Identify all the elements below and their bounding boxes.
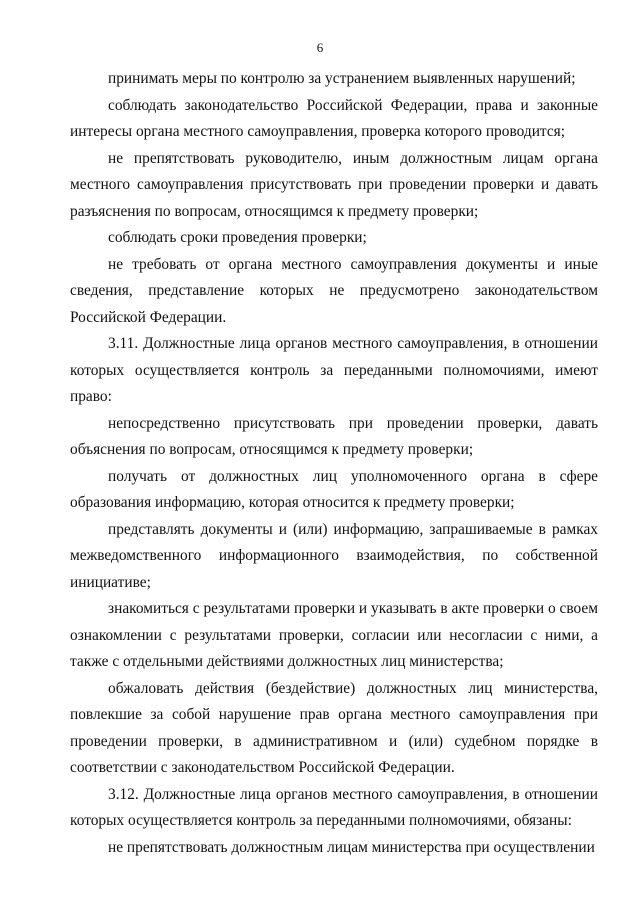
paragraph-attend: непосредственно присутствовать при проведении проверки, давать объяснения по вопросам, относящимся к предмету проверки; <box>70 414 598 458</box>
paragraph-appeal: обжаловать действия (бездействие) должностных лиц министерства, повлекшие за собой нарушение прав органа местного самоуправления при проведении проверки, в административном и (или) судебном порядке в соответствии с законодательством Российской Федерации. <box>70 679 598 776</box>
paragraph-receive-info: получать от должностных лиц уполномоченного органа в сфере образования информацию, которая относится к предмету проверки; <box>70 467 598 511</box>
paragraph-no-obstruction: не препятствовать руководителю, иным должностным лицам органа местного самоуправления присутствовать при проведении проверки и давать разъяснения по вопросам, относящимся к предмету проверки; <box>70 149 598 220</box>
paragraph-no-obstruction-ministry: не препятствовать должностным лицам министерства при осуществлении <box>108 838 595 856</box>
paragraph-review-results: знакомиться с результатами проверки и указывать в акте проверки о своем ознакомлении с результатами проверки, согласии или несогласии с ними, а также с отдельными действиями должностных лиц министерства; <box>70 600 598 670</box>
document-body <box>70 66 598 861</box>
paragraph-submit-docs: представлять документы и (или) информацию, запрашиваемые в рамках межведомственного информационного взаимодействия, по собственной инициативе; <box>70 520 598 591</box>
paragraph-deadlines: соблюдать сроки проведения проверки; <box>108 229 367 246</box>
page-number: 6 <box>316 40 324 55</box>
paragraph-3-12: 3.12. Должностные лица органов местного самоуправления, в отношении которых осуществляется контроль за переданными полномочиями, обязаны: <box>70 785 598 829</box>
paragraph-3-11: 3.11. Должностные лица органов местного самоуправления, в отношении которых осуществляется контроль за переданными полномочиями, имеют право: <box>70 335 598 405</box>
paragraph-measures: принимать меры по контролю за устранением выявленных нарушений; <box>108 70 576 87</box>
paragraph-observe-law: соблюдать законодательство Российской Федерации, права и законные интересы органа местного самоуправления, проверка которого проводится; <box>70 96 598 140</box>
paragraph-no-demands: не требовать от органа местного самоуправления документы и иные сведения, представление которых не предусмотрено законодательством Российской Федерации. <box>70 255 598 326</box>
